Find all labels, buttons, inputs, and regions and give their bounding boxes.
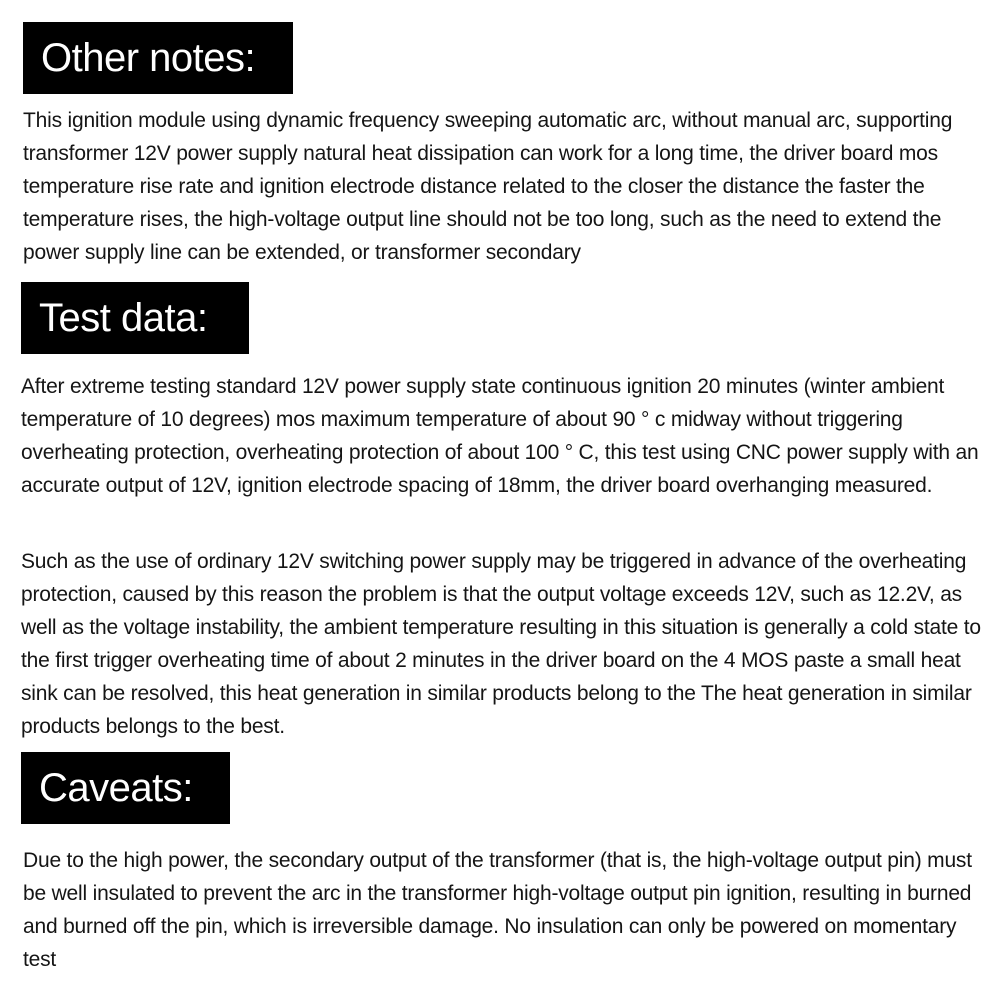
caveats-heading: Caveats:: [21, 752, 230, 824]
test-data-paragraph-2: Such as the use of ordinary 12V switching power supply may be triggered in advance of the overheating protection, caused by this reason the problem is that the output voltage exceeds 12V, such as 12.2V, as well as the voltage instability, the ambient temperature resulting in this situation is generally a cold state to the first trigger overheating time of about 2 minutes in the driver board on the 4 MOS paste a small heat sink can be resolved, this heat generation in similar products belong to the The heat generation in similar products belongs to the best.: [21, 550, 981, 738]
other-notes-heading: Other notes:: [23, 22, 293, 94]
test-data-paragraph-1: After extreme testing standard 12V power supply state continuous ignition 20 minutes (winter ambient temperature of 10 degrees) mos maximum temperature of about 90 ° c midway without triggering overheating protection, overheating protection of about 100 ° C, this test using CNC power supply with an accurate output of 12V, ignition electrode spacing of 18mm, the driver board overhanging measured.: [21, 375, 979, 497]
test-data-heading: Test data:: [21, 282, 249, 354]
caveats-paragraph: Due to the high power, the secondary output of the transformer (that is, the high-voltage output pin) must be well insulated to prevent the arc in the transformer high-voltage output pin ignition, resulting in burned and burned off the pin, which is irreversible damage. No insulation can only be powered on momentary test: [23, 849, 972, 971]
other-notes-paragraph: This ignition module using dynamic frequency sweeping automatic arc, without manual arc, supporting transformer 12V power supply natural heat dissipation can work for a long time, the driver board mos temperature rise rate and ignition electrode distance related to the closer the distance the faster the temperature rises, the high-voltage output line should not be too long, such as the need to extend the power supply line can be extended, or transformer secondary: [23, 109, 953, 264]
